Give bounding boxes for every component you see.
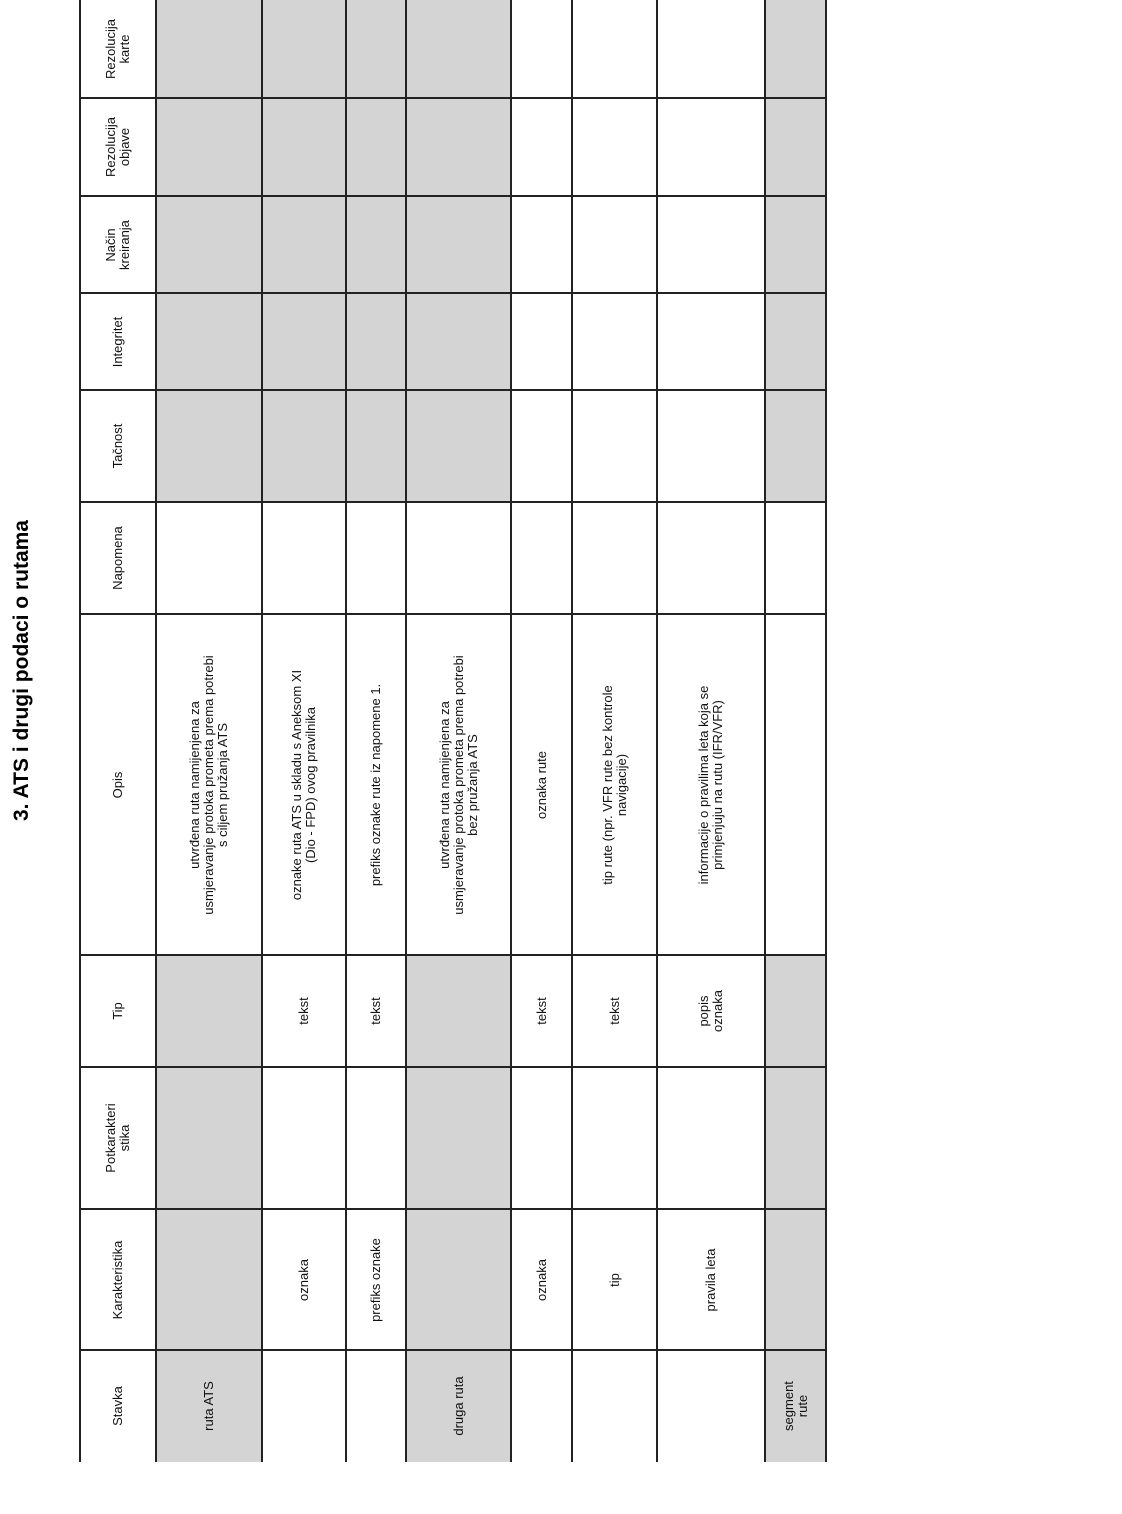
table-cell-tip <box>156 955 262 1067</box>
table-cell-rez_karte <box>765 0 826 98</box>
table-cell-nacin <box>346 196 406 293</box>
table-cell-opis-text: utvrđena ruta namijenjena za usmjeravanje protoka prometa prema potrebi s ciljem pružanja ATS <box>187 654 230 915</box>
table-cell-tip <box>346 955 406 1067</box>
table-rule <box>405 0 407 1462</box>
header-potkarakteristika-text: Potkarakteri stika <box>103 1103 132 1173</box>
table-cell-opis <box>511 614 572 955</box>
header-rez_objave-text: Rezolucija objave <box>103 117 132 177</box>
table-rule <box>80 1066 826 1068</box>
table-cell-napomena <box>511 502 572 614</box>
table-cell-tacnost <box>511 390 572 502</box>
table-cell-opis <box>156 614 262 955</box>
header-karakteristika <box>80 1209 156 1350</box>
table-cell-nacin <box>657 196 765 293</box>
header-napomena-text: Napomena <box>110 526 125 590</box>
table-cell-nacin <box>511 196 572 293</box>
table-cell-rez_karte <box>406 0 511 98</box>
table-cell-stavka <box>156 1350 262 1462</box>
table-cell-rez_objave <box>765 98 826 196</box>
table-rule <box>79 0 81 1462</box>
table-cell-rez_karte <box>572 0 657 98</box>
table-cell-potkarakteristika <box>406 1067 511 1209</box>
table-cell-stavka <box>511 1350 572 1462</box>
table-cell-stavka <box>262 1350 346 1462</box>
table-cell-nacin <box>406 196 511 293</box>
table-cell-tacnost <box>657 390 765 502</box>
page-title: 3. ATS i drugi podaci o rutama <box>10 520 33 822</box>
table-cell-integritet <box>346 293 406 390</box>
table-cell-integritet <box>657 293 765 390</box>
table-cell-napomena <box>765 502 826 614</box>
table-rule <box>80 389 826 391</box>
table-rule <box>80 292 826 294</box>
table-cell-opis-text: oznake ruta ATS u skladu s Aneksom XI (Dio - FPD) ovog pravilnika <box>289 669 318 900</box>
header-tacnost-text: Tačnost <box>110 423 125 469</box>
table-cell-opis <box>657 614 765 955</box>
table-cell-karakteristika <box>346 1209 406 1350</box>
table-cell-stavka-text: druga ruta <box>450 1376 466 1436</box>
table-cell-integritet <box>511 293 572 390</box>
table-cell-karakteristika-text: tip <box>606 1272 622 1287</box>
table-cell-opis <box>572 614 657 955</box>
header-tacnost <box>80 390 156 502</box>
table-rule <box>825 0 827 1462</box>
table-rule <box>80 1349 826 1351</box>
header-rez_karte-text: Rezolucija karte <box>103 19 132 79</box>
table-cell-integritet <box>572 293 657 390</box>
table-cell-rez_karte <box>511 0 572 98</box>
table-cell-potkarakteristika <box>765 1067 826 1209</box>
table-cell-karakteristika-text: pravila leta <box>703 1248 718 1311</box>
table-cell-opis-text: utvrđena ruta namijenjena za usmjeravanje protoka prometa prema potrebi bez pružanja ATS <box>436 654 480 915</box>
table-cell-nacin <box>765 196 826 293</box>
table-rule <box>510 0 512 1462</box>
table-rule <box>571 0 573 1462</box>
table-cell-stavka-text: segment rute <box>780 1381 810 1431</box>
table-cell-tip <box>572 955 657 1067</box>
table-rule <box>80 97 826 99</box>
table-cell-karakteristika <box>156 1209 262 1350</box>
table-cell-napomena <box>156 502 262 614</box>
table-cell-potkarakteristika <box>511 1067 572 1209</box>
table-cell-karakteristika <box>572 1209 657 1350</box>
table-cell-rez_objave <box>156 98 262 196</box>
table-cell-potkarakteristika <box>657 1067 765 1209</box>
table-cell-stavka <box>572 1350 657 1462</box>
table-cell-opis <box>406 614 511 955</box>
table-cell-tip <box>511 955 572 1067</box>
table-cell-karakteristika <box>657 1209 765 1350</box>
table-cell-napomena <box>572 502 657 614</box>
table-rule <box>80 195 826 197</box>
table-cell-potkarakteristika <box>572 1067 657 1209</box>
table-cell-rez_objave <box>406 98 511 196</box>
table-cell-stavka <box>765 1350 826 1462</box>
table-cell-rez_karte <box>346 0 406 98</box>
table-cell-rez_objave <box>511 98 572 196</box>
table-cell-integritet <box>406 293 511 390</box>
header-integritet-text: Integritet <box>110 316 125 367</box>
header-stavka-text: Stavka <box>110 1386 125 1426</box>
table-cell-tacnost <box>572 390 657 502</box>
table-cell-tip-text: tekst <box>368 997 383 1025</box>
table-cell-karakteristika <box>765 1209 826 1350</box>
table-cell-karakteristika <box>406 1209 511 1350</box>
header-nacin-text: Način kreiranja <box>103 219 132 270</box>
table-rule <box>345 0 347 1462</box>
table-rule <box>155 0 157 1462</box>
table-cell-karakteristika-text: prefiks oznake <box>368 1237 383 1322</box>
header-tip-text: Tip <box>110 1002 125 1020</box>
table-cell-tip-text: tekst <box>296 997 311 1025</box>
table-cell-integritet <box>765 293 826 390</box>
header-karakteristika-text: Karakteristika <box>110 1240 125 1319</box>
header-tip <box>80 955 156 1067</box>
header-opis-text: Opis <box>110 771 125 798</box>
header-rez_objave <box>80 98 156 196</box>
table-cell-karakteristika-text: oznaka <box>296 1258 311 1301</box>
table-cell-napomena <box>346 502 406 614</box>
table-cell-tacnost <box>406 390 511 502</box>
table-cell-tip-text: popis oznaka <box>696 990 725 1032</box>
table-cell-integritet <box>156 293 262 390</box>
table-cell-opis <box>346 614 406 955</box>
table-cell-karakteristika-text: oznaka <box>533 1258 549 1301</box>
table-cell-karakteristika <box>511 1209 572 1350</box>
table-cell-rez_karte <box>262 0 346 98</box>
table-cell-potkarakteristika <box>156 1067 262 1209</box>
table-cell-tacnost <box>156 390 262 502</box>
table-cell-tip <box>262 955 346 1067</box>
table-cell-stavka <box>657 1350 765 1462</box>
header-stavka <box>80 1350 156 1462</box>
table-rule <box>80 1208 826 1210</box>
header-opis <box>80 614 156 955</box>
header-potkarakteristika <box>80 1067 156 1209</box>
header-napomena <box>80 502 156 614</box>
table-cell-opis-text: oznaka rute <box>533 750 549 819</box>
table-cell-rez_objave <box>572 98 657 196</box>
table-cell-tip <box>406 955 511 1067</box>
table-cell-tip <box>657 955 765 1067</box>
table-cell-napomena <box>262 502 346 614</box>
table-cell-stavka <box>406 1350 511 1462</box>
table-cell-tip <box>765 955 826 1067</box>
table-cell-rez_objave <box>262 98 346 196</box>
table-cell-stavka <box>346 1350 406 1462</box>
table-cell-integritet <box>262 293 346 390</box>
table-cell-opis-text: informacije o pravilima leta koja se primjenjuju na rutu (IFR/VFR) <box>696 685 725 884</box>
table-cell-rez_objave <box>346 98 406 196</box>
table-cell-opis-text: prefiks oznake rute iz napomene 1. <box>368 683 383 886</box>
table-cell-opis <box>765 614 826 955</box>
table-cell-potkarakteristika <box>262 1067 346 1209</box>
table-cell-nacin <box>262 196 346 293</box>
table-cell-tacnost <box>346 390 406 502</box>
table-cell-napomena <box>657 502 765 614</box>
table-rule <box>656 0 658 1462</box>
table-cell-potkarakteristika <box>346 1067 406 1209</box>
table-rule <box>80 613 826 615</box>
table-cell-rez_karte <box>657 0 765 98</box>
header-nacin <box>80 196 156 293</box>
table-cell-stavka-text: ruta ATS <box>201 1381 216 1431</box>
table-cell-tacnost <box>765 390 826 502</box>
table-cell-tip-text: tekst <box>606 997 622 1025</box>
table-rule <box>80 954 826 956</box>
table-cell-opis-text: tip rute (npr. VFR rute bez kontrole navigacije) <box>599 684 629 885</box>
table-cell-tip-text: tekst <box>533 997 549 1025</box>
table-cell-nacin <box>572 196 657 293</box>
header-rez_karte <box>80 0 156 98</box>
table-cell-rez_objave <box>657 98 765 196</box>
table-rule <box>80 501 826 503</box>
table-rule <box>261 0 263 1462</box>
table-cell-opis <box>262 614 346 955</box>
table-cell-tacnost <box>262 390 346 502</box>
table-cell-karakteristika <box>262 1209 346 1350</box>
table-cell-rez_karte <box>156 0 262 98</box>
table-cell-nacin <box>156 196 262 293</box>
header-integritet <box>80 293 156 390</box>
table-rule <box>764 0 766 1462</box>
table-cell-napomena <box>406 502 511 614</box>
